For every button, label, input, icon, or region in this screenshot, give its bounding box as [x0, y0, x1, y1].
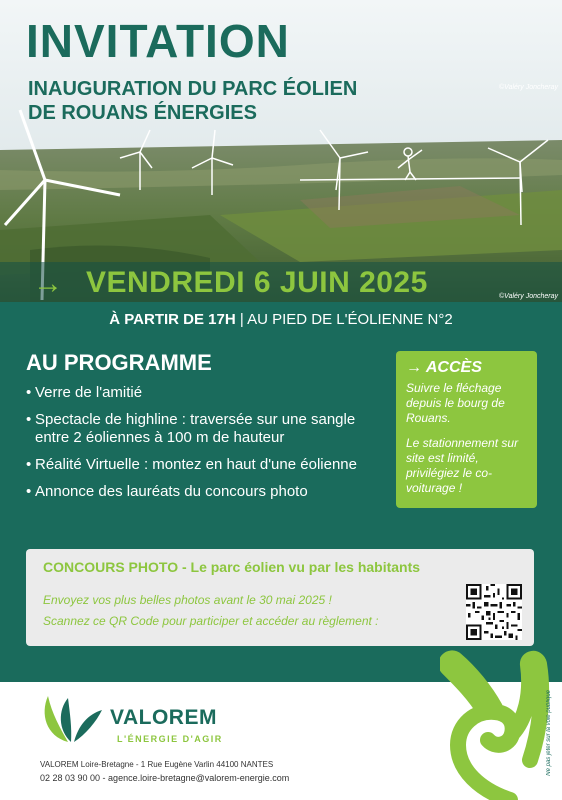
event-time: À PARTIR DE 17H	[109, 311, 236, 328]
event-date: VENDREDI 6 JUIN 2025	[86, 266, 428, 299]
access-parking: Le stationnement sur site est limité, privilégiez le co-voiturage !	[406, 436, 519, 495]
event-subtitle	[28, 77, 448, 125]
programme-list	[26, 384, 376, 510]
invitation-title: INVITATION	[26, 15, 290, 67]
contest-deadline: Envoyez vos plus belles photos avant le 30 mai 2025 !	[43, 593, 332, 607]
programme-item: • Réalité Virtuelle : montez en haut d'une éolienne	[26, 456, 376, 474]
company-contact: 02 28 03 90 00 - agence.loire-bretagne@valorem-energie.com	[40, 773, 290, 783]
qr-code[interactable]	[466, 584, 522, 640]
contest-instructions: Scannez ce QR Code pour participer et accéder au règlement :	[43, 614, 379, 628]
access-box	[396, 351, 537, 508]
contest-title: CONCOURS PHOTO - Le parc éolien vu par les habitants	[43, 559, 421, 575]
disposal-note: Ne pas jeter sur la voie publique	[546, 690, 552, 776]
valorem-logo-icon	[38, 692, 104, 744]
arrow-right-icon: →	[33, 267, 63, 300]
ok-hand-icon	[440, 650, 550, 800]
photo-credit-top: ©Valéry Joncheray	[499, 84, 558, 91]
programme-item: • Verre de l'amitié	[26, 384, 376, 402]
brand-tagline: L'ÉNERGIE D'AGIR	[117, 734, 223, 744]
company-address: VALOREM Loire-Bretagne - 1 Rue Eugène Varlin 44100 NANTES	[40, 760, 274, 769]
subtitle-line-2: DE ROUANS ÉNERGIES	[28, 102, 257, 124]
photo-contest-box	[26, 549, 534, 646]
event-time-place	[0, 311, 562, 328]
brand-name: VALOREM	[110, 706, 217, 729]
event-place: AU PIED DE L'ÉOLIENNE N°2	[247, 311, 453, 328]
time-separator: |	[235, 311, 248, 328]
subtitle-line-1: INAUGURATION DU PARC ÉOLIEN	[28, 78, 358, 100]
access-title: → ACCÈS	[406, 359, 482, 376]
photo-credit-bottom: ©Valéry Joncheray	[499, 293, 558, 300]
programme-title: AU PROGRAMME	[26, 350, 212, 375]
access-directions: Suivre le fléchage depuis le bourg de Rouans.	[406, 381, 505, 425]
programme-item: • Annonce des lauréats du concours photo	[26, 483, 376, 501]
programme-item: • Spectacle de highline : traversée sur une sangle entre 2 éoliennes à 100 m de hauteur	[26, 411, 376, 447]
